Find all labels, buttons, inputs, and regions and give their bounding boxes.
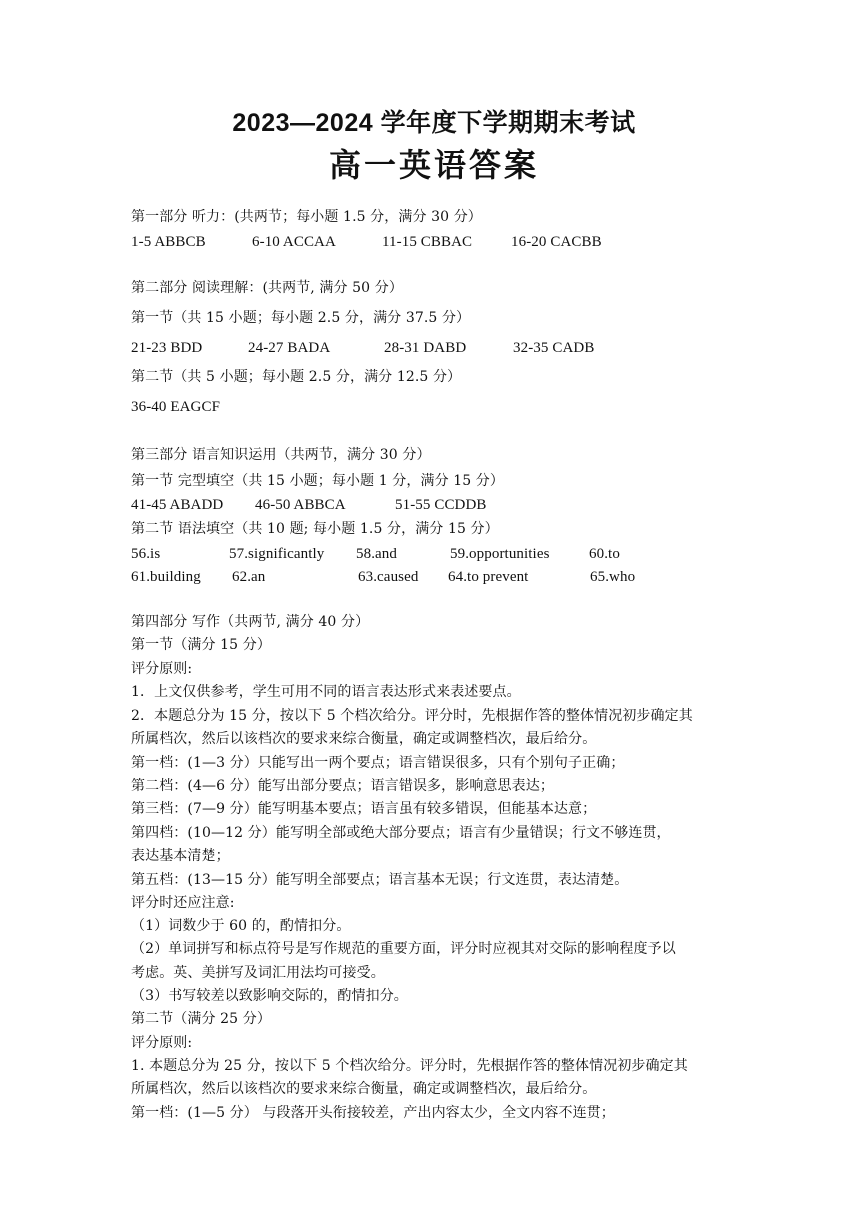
exam-subtitle: 高一英语答案 [328, 146, 539, 184]
answer-group: 24-27 BADA [248, 340, 331, 356]
exam-title: 2023—2024 学年度下学期期末考试 [232, 109, 636, 137]
part4-line: 评分时还应注意: [131, 895, 235, 911]
part4-line: 所属档次，然后以该档次的要求来综合衡量，确定或调整档次，最后给分。 [131, 1081, 597, 1097]
part3-heading: 第三部分 语言知识运用（共两节，满分 30 分） [131, 447, 431, 463]
answer-item: 57.significantly [229, 546, 325, 562]
answer-item: 59.opportunities [450, 546, 550, 562]
answer-group: 36-40 EAGCF [131, 399, 221, 415]
part2-section1-heading: 第一节（共 15 小题；每小题 2.5 分，满分 37.5 分） [131, 310, 471, 326]
part3-section1-heading: 第一节 完型填空（共 15 小题；每小题 1 分，满分 15 分） [131, 473, 504, 489]
part2-section2-heading: 第二节（共 5 小题；每小题 2.5 分，满分 12.5 分） [131, 369, 462, 385]
part3-section2-heading: 第二节 语法填空（共 10 题; 每小题 1.5 分，满分 15 分） [131, 521, 499, 537]
part4-line: 第一档：(1—3 分）只能写出一两个要点；语言错误很多，只有个别句子正确； [131, 755, 625, 771]
answer-item: 58.and [356, 546, 398, 562]
part4-line: 第五档：(13—15 分）能写明全部要点；语言基本无误；行文连贯，表达清楚。 [131, 872, 629, 888]
part4-line: 1．上文仅供参考，学生可用不同的语言表达形式来表述要点。 [131, 684, 521, 700]
part1-heading: 第一部分 听力：(共两节；每小题 1.5 分，满分 30 分） [131, 209, 482, 225]
answer-group: 46-50 ABBCA [255, 497, 346, 513]
part4-line: 第一节（满分 15 分） [131, 637, 271, 653]
answer-item: 60.to [589, 546, 620, 562]
part4-line: 2．本题总分为 15 分，按以下 5 个档次给分。评分时，先根据作答的整体情况初步确定其 [131, 708, 693, 724]
part4-heading: 第四部分 写作（共两节, 满分 40 分） [131, 614, 370, 630]
part4-line: 1. 本题总分为 25 分，按以下 5 个档次给分。评分时，先根据作答的整体情况初步确定其 [131, 1058, 688, 1074]
part4-line: 所属档次，然后以该档次的要求来综合衡量，确定或调整档次，最后给分。 [131, 731, 597, 747]
part4-line: 表达基本清楚； [131, 848, 230, 864]
part4-line: 第二节（满分 25 分） [131, 1011, 271, 1027]
answer-group: 16-20 CACBB [511, 234, 602, 250]
part2-heading: 第二部分 阅读理解：(共两节, 满分 50 分） [131, 280, 403, 296]
part4-line: （1）词数少于 60 的，酌情扣分。 [131, 918, 351, 934]
part4-line: 第一档：(1—5 分） 与段落开头衔接较差，产出内容太少，全文内容不连贯； [131, 1105, 615, 1121]
answer-group: 41-45 ABADD [131, 497, 224, 513]
part4-line: 第三档：(7—9 分）能写明基本要点；语言虽有较多错误，但能基本达意； [131, 801, 597, 817]
answer-group: 1-5 ABBCB [131, 234, 206, 250]
answer-item: 61.building [131, 569, 201, 585]
answer-group: 28-31 DABD [384, 340, 467, 356]
part4-line: 评分原则: [131, 661, 193, 677]
part4-line: 评分原则: [131, 1035, 193, 1051]
answer-group: 32-35 CADB [513, 340, 595, 356]
part4-line: 考虑。英、美拼写及词汇用法均可接受。 [131, 965, 385, 981]
part4-line: （2）单词拼写和标点符号是写作规范的重要方面，评分时应视其对交际的影响程度予以 [131, 941, 676, 957]
answer-item: 63.caused [358, 569, 419, 585]
answer-group: 21-23 BDD [131, 340, 203, 356]
part4-line: 第二档：(4—6 分）能写出部分要点；语言错误多，影响意思表达； [131, 778, 554, 794]
answer-group: 6-10 ACCAA [252, 234, 336, 250]
answer-item: 56.is [131, 546, 161, 562]
answer-group: 51-55 CCDDB [395, 497, 487, 513]
part4-line: （3）书写较差以致影响交际的，酌情扣分。 [131, 988, 408, 1004]
answer-item: 64.to prevent [448, 569, 529, 585]
answer-item: 65.who [590, 569, 636, 585]
answer-group: 11-15 CBBAC [382, 234, 473, 250]
answer-item: 62.an [232, 569, 266, 585]
part4-line: 第四档：(10—12 分）能写明全部或绝大部分要点；语言有少量错误；行文不够连贯， [131, 825, 671, 841]
